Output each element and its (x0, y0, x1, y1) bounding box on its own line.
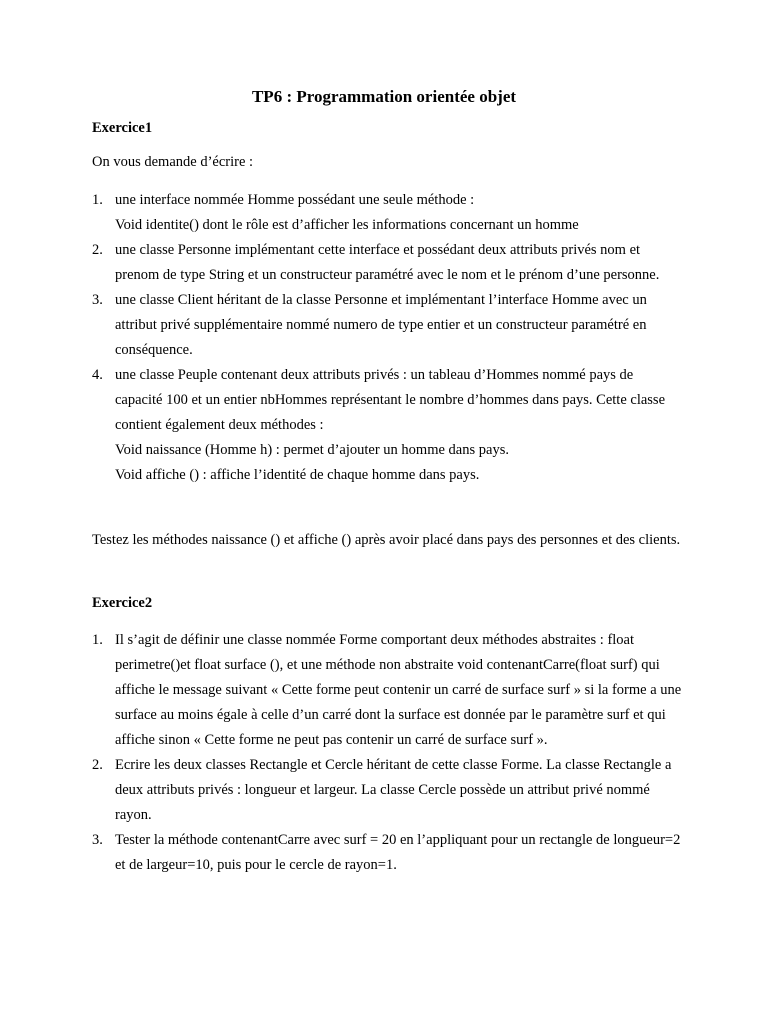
list-item-text: une classe Personne implémentant cette interface et possédant deux attributs privés nom et prenom de type String et un constructeur paramétré avec le nom et le prénom d’une personne. (115, 242, 660, 283)
list-item-number: 3. (92, 832, 103, 848)
list-item (92, 188, 682, 238)
list-item-text: une interface nommée Homme possédant une seule méthode : (115, 192, 475, 208)
list-item-text: Il s’agit de définir une classe nommée Forme comportant deux méthodes abstraites : float perimetre()et float surface (), et une méthode non abstraite void contenantCarre(float surf) qui affiche le message suivant « Cette forme peut contenir un carré de surface surf » si la forme a une surface au moins égale à celle d’un carré dont la surface est donnée par le paramètre surf et qui affiche sinon « Cette forme ne peut pas contenir un carré de surface surf ». (115, 632, 682, 748)
page-title: TP6 : Programmation orientée objet (251, 87, 517, 106)
method-signature: Void affiche () : affiche l’identité de chaque homme dans pays. (115, 467, 480, 483)
list-item (92, 628, 682, 753)
list-item-text: une classe Peuple contenant deux attributs privés : un tableau d’Hommes nommé pays de capacité 100 et un entier nbHommes représentant le nombre d’hommes dans pays. Cette classe contient également deux méthodes : (115, 367, 666, 433)
list-item-number: 3. (92, 292, 103, 308)
list-item-text: Tester la méthode contenantCarre avec surf = 20 en l’appliquant pour un rectangle de longueur=2 et de largeur=10, puis pour le cercle de rayon=1. (115, 832, 681, 873)
exercise1-heading: Exercice1 (92, 120, 153, 136)
method-signature: Void identite() dont le rôle est d’afficher les informations concernant un homme (115, 217, 579, 233)
exercise2-list (92, 628, 682, 878)
exercise2-heading: Exercice2 (92, 595, 153, 611)
list-item-number: 1. (92, 632, 103, 648)
list-item-text: Ecrire les deux classes Rectangle et Cercle héritant de cette classe Forme. La classe Rectangle a deux attributs privés : longueur et largeur. La classe Cercle possède un attribut privé nommé rayon. (115, 757, 672, 823)
list-item (92, 363, 682, 488)
list-item (92, 238, 682, 288)
exercise1-list (92, 188, 682, 488)
list-item-number: 1. (92, 192, 103, 208)
exercise1-intro: On vous demande d’écrire : (92, 154, 254, 170)
list-item (92, 753, 682, 828)
list-item-number: 4. (92, 367, 103, 383)
exercise1-closing: Testez les méthodes naissance () et affiche () après avoir placé dans pays des personnes et des clients. (92, 532, 681, 548)
method-signature: Void naissance (Homme h) : permet d’ajouter un homme dans pays. (115, 442, 509, 458)
list-item-number: 2. (92, 242, 103, 258)
list-item-number: 2. (92, 757, 103, 773)
list-item (92, 828, 682, 878)
list-item (92, 288, 682, 363)
list-item-text: une classe Client héritant de la classe Personne et implémentant l’interface Homme avec un attribut privé supplémentaire nommé numero de type entier et un constructeur paramétré en conséquence. (115, 292, 647, 358)
